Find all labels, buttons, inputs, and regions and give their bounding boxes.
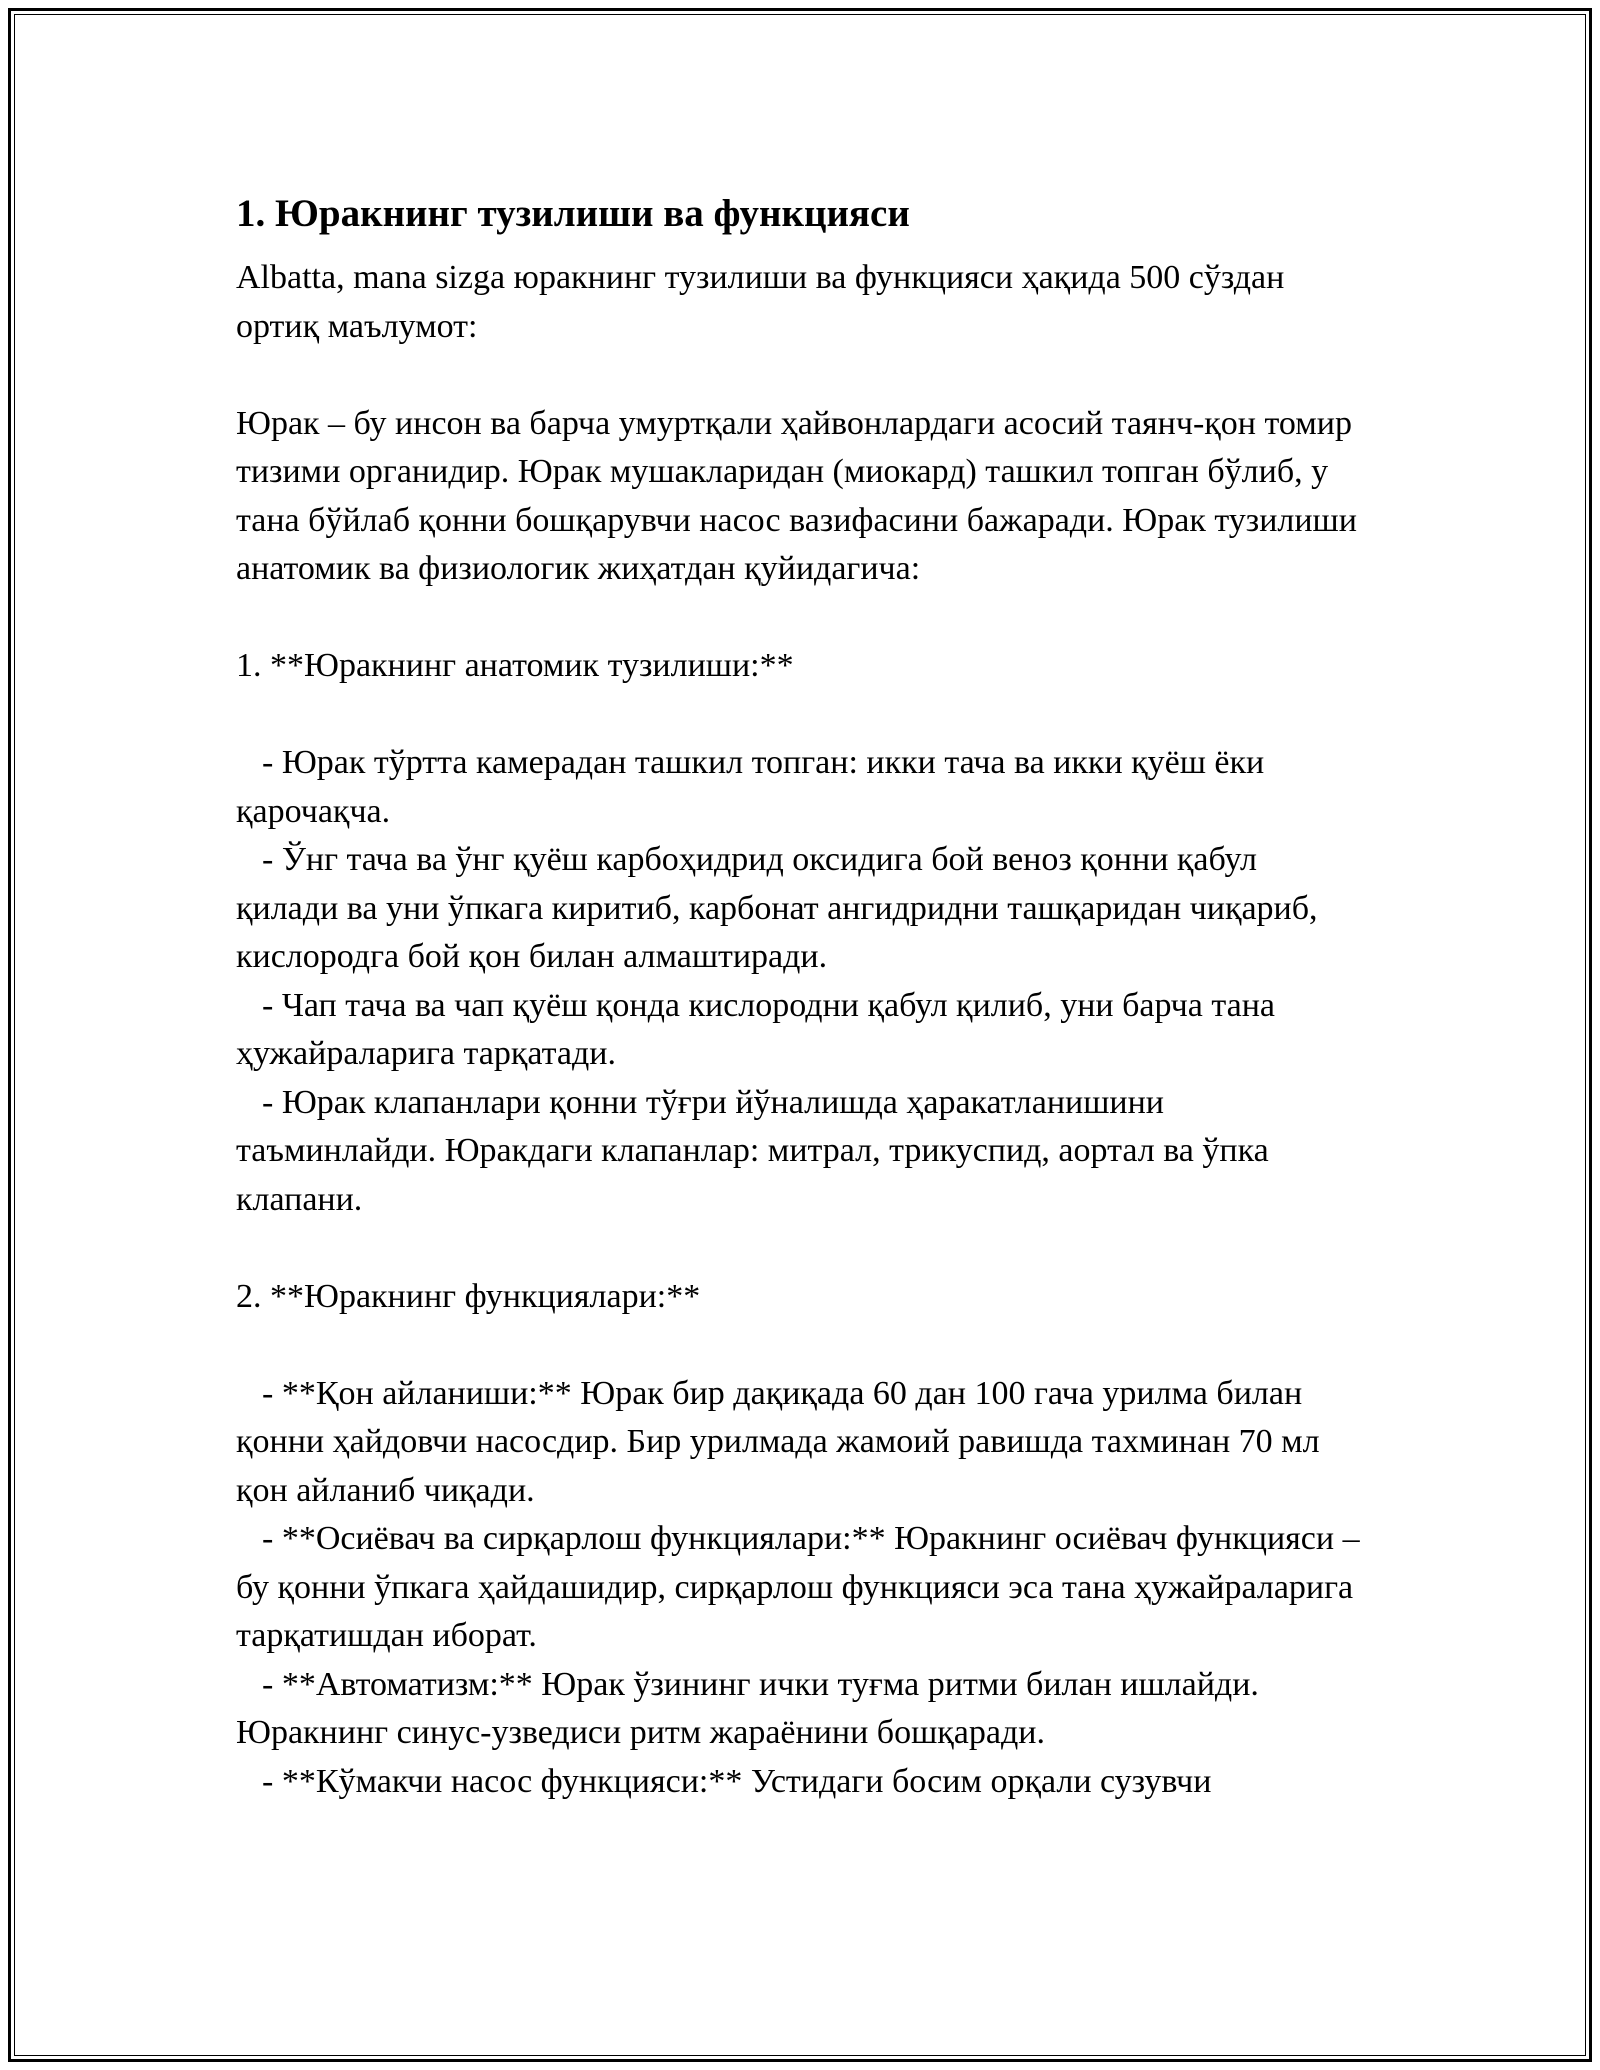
document-title: 1. Юракнинг тузилиши ва функцияси [236,192,910,235]
section2-item: - **Автоматизм:** Юрак ўзининг ички туғма ритми билан ишлайди. Юракнинг синус-узведиси ритм жараёнини бошқаради. [236,1665,1268,1751]
spacer [236,1321,1366,1370]
spacer [236,1224,1366,1273]
section2-heading: 2. **Юракнинг функциялари:** [236,1277,701,1315]
overview-paragraph: Юрак – бу инсон ва барча умуртқали ҳайвонлардаги асосий таянч-қон томир тизими органидир. Юрак мушакларидан (миокард) ташкил топган бўлиб, у тана бўйлаб қонни бошқарувчи насос вазифасини бажаради. Юрак тузилиши анатомик ва физиологик жиҳатдан қуйидагича: [236,404,1366,587]
spacer [236,351,1366,400]
section1-item: - Ўнг тача ва ўнг қуёш карбоҳидрид оксидига бой веноз қонни қабул қилади ва уни ўпкага киритиб, карбонат ангидридни ташқаридан чиқариб, кислородга бой қон билан алмаштиради. [236,841,1327,975]
spacer [236,594,1366,643]
section1-item: - Юрак клапанлари қонни тўғри йўналишда ҳаракатланишини таъминлайди. Юракдаги клапанлар: митрал, трикуспид, аортал ва ўпка клапани. [236,1083,1278,1218]
document-body [236,188,1369,1806]
section2-item: - **Кўмакчи насос функцияси:** Устидаги босим орқали сузувчи [262,1762,1212,1800]
spacer [236,691,1366,740]
section2-item: - **Осиёвач ва сирқарлош функциялари:** Юракнинг осиёвач функцияси – бу қонни ўпкага ҳайдашидир, сирқарлош функцияси эса тана ҳужайраларига тарқатишдан иборат. [236,1520,1369,1654]
section2-item: - **Қон айланиши:** Юрак бир дақиқада 60 дан 100 гача урилма билан қонни ҳайдовчи насосдир. Бир урилмада жамоий равишда тахминан 70 мл қон айланиб чиқади. [236,1374,1329,1509]
intro-paragraph: Albatta, mana sizga юракнинг тузилиши ва функцияси ҳақида 500 сўздан ортиқ маълумот: [236,259,1293,345]
section1-item: - Чап тача ва чап қуёш қонда кислородни қабул қилиб, уни барча тана ҳужайраларига тарқатади. [236,986,1284,1072]
section1-heading: 1. **Юракнинг анатомик тузилиши:** [236,647,794,684]
section1-item: - Юрак тўртта камерадан ташкил топган: икки тача ва икки қуёш ёки қарочақча. [236,744,1273,830]
